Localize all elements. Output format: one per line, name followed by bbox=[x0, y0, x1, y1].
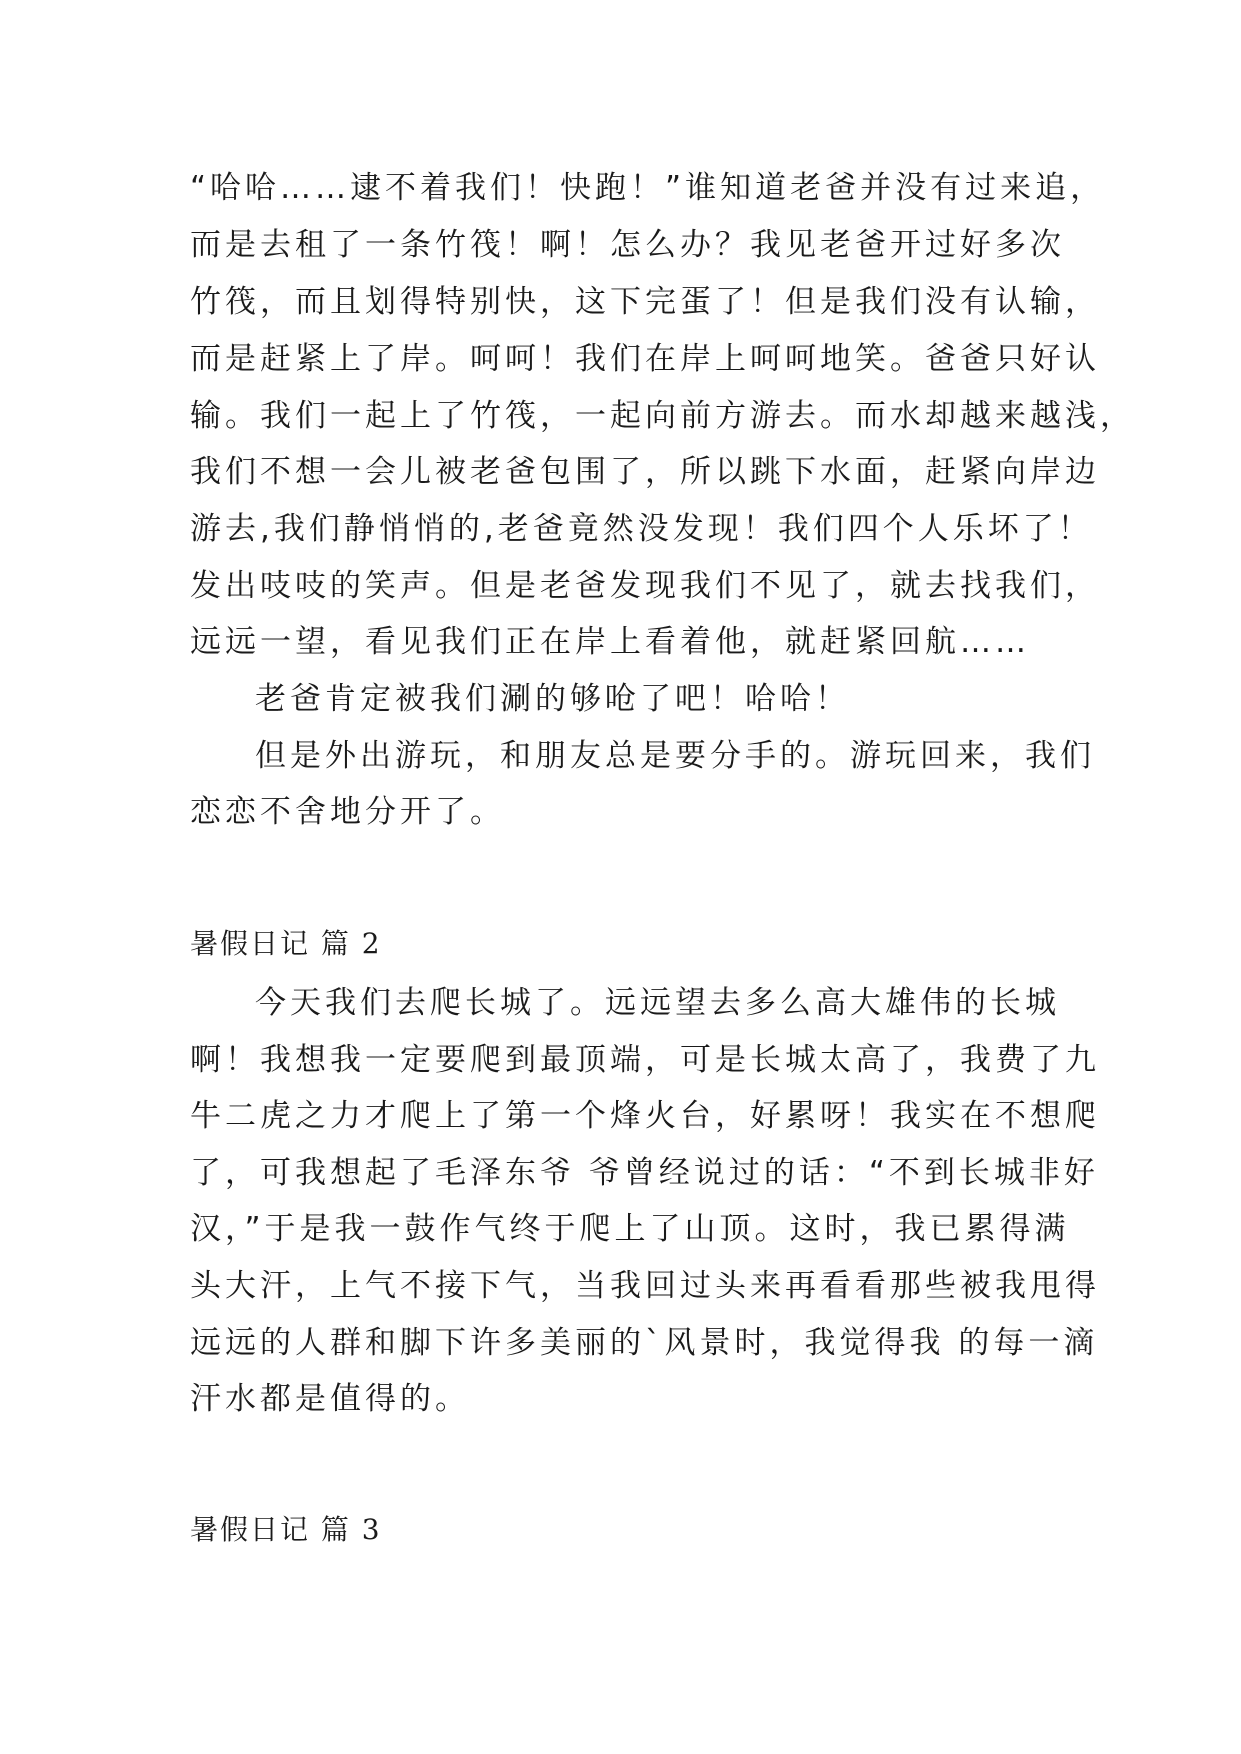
text-line: 恋恋不舍地分开了。 bbox=[190, 794, 505, 830]
text-line: 游去,我们静悄悄的,老爸竟然没发现！我们四个人乐坏了！ bbox=[190, 511, 1093, 547]
text-line: 而是去租了一条竹筏！啊！怎么办？我见老爸开过好多次 bbox=[190, 227, 1065, 263]
text-line: 而是赶紧上了岸。呵呵！我们在岸上呵呵地笑。爸爸只好认 bbox=[190, 341, 1100, 377]
text-line: 汗水都是值得的。 bbox=[190, 1381, 470, 1417]
paragraph-text: 今天我们去爬长城了。远远望去多么高大雄伟的长城 bbox=[255, 985, 1060, 1021]
text-line: 输。我们一起上了竹筏，一起向前方游去。而水却越来越浅， bbox=[190, 398, 1135, 434]
text-line: 啊！我想我一定要爬到最顶端，可是长城太高了，我费了九 bbox=[190, 1042, 1100, 1078]
text-line: 牛二虎之力才爬上了第一个烽火台，好累呀！我实在不想爬 bbox=[190, 1098, 1100, 1134]
text-line: 远远一望，看见我们正在岸上看着他，就赶紧回航…… bbox=[190, 624, 1030, 660]
text-line: 头大汗，上气不接下气，当我回过头来再看看那些被我甩得 bbox=[190, 1268, 1100, 1304]
text-line: 汉，”于是我一鼓作气终于爬上了山顶。这时，我已累得满 bbox=[190, 1211, 1070, 1247]
text-line: 竹筏，而且划得特别快，这下完蛋了！但是我们没有认输， bbox=[190, 284, 1100, 320]
paragraph-text: 老爸肯定被我们涮的够呛了吧！哈哈！ bbox=[255, 681, 850, 717]
section-heading: 暑假日记 篇 2 bbox=[190, 927, 382, 960]
section-heading: 暑假日记 篇 3 bbox=[190, 1513, 382, 1546]
text-line: 了，可我想起了毛泽东爷 爷曾经说过的话：“不到长城非好 bbox=[190, 1155, 1099, 1191]
text-line: 远远的人群和脚下许多美丽的`风景时，我觉得我 的每一滴 bbox=[190, 1325, 1099, 1361]
text-line: 发出吱吱的笑声。但是老爸发现我们不见了，就去找我们， bbox=[190, 568, 1100, 604]
paragraph-text: 但是外出游玩，和朋友总是要分手的。游玩回来，我们 bbox=[255, 738, 1095, 774]
text-line: “哈哈……逮不着我们！快跑！”谁知道老爸并没有过来追， bbox=[190, 170, 1106, 206]
text-line: 我们不想一会儿被老爸包围了，所以跳下水面，赶紧向岸边 bbox=[190, 454, 1100, 490]
